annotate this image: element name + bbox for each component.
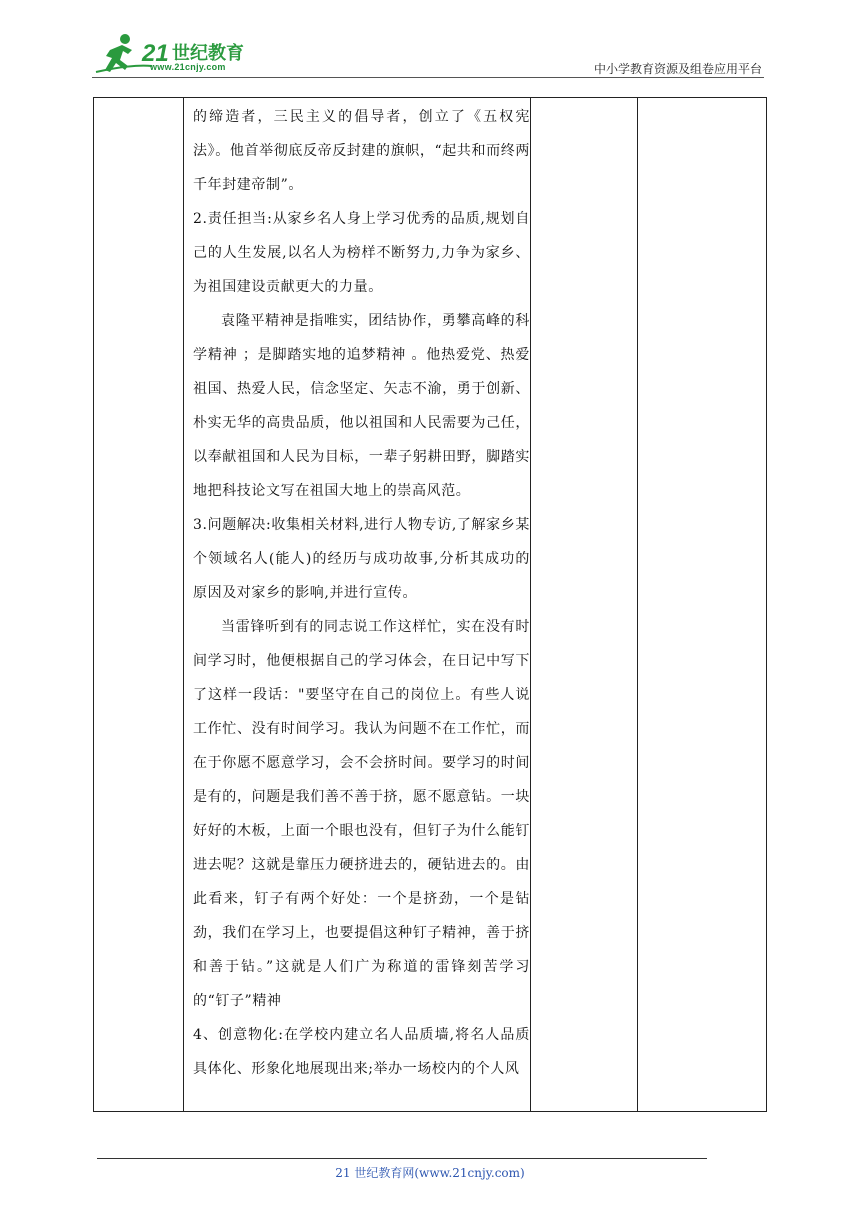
paragraph-sun-yatsen: 的缔造者，三民主义的倡导者，创立了《五权宪法》。他首举彻底反帝反封建的旗帜，“起共和而终两千年封建帝制”。 <box>193 109 530 193</box>
content-table <box>93 97 767 1112</box>
footer-divider <box>97 1158 707 1159</box>
paragraph-creative: 4、创意物化:在学校内建立名人品质墙,将名人品质具体化、形象化地展现出来;举办一场校内的个人风 <box>193 1027 530 1077</box>
platform-tagline: 中小学教育资源及组卷应用平台 <box>593 62 762 76</box>
paragraph-problem-solving: 3.问题解决:收集相关材料,进行人物专访,了解家乡某个领域名人(能人)的经历与成功故事,分析其成功的原因及对家乡的影响,并进行宣传。 <box>193 517 530 601</box>
activity-content-cell <box>185 98 530 1086</box>
footer-link[interactable]: 21 世纪教育网(www.21cnjy.com) <box>335 1166 525 1180</box>
paragraph-responsibility: 2.责任担当:从家乡名人身上学习优秀的品质,规划自己的人生发展,以名人为榜样不断努力,力争为家乡、为祖国建设贡献更大的力量。 <box>193 211 530 295</box>
page-header <box>92 30 762 80</box>
svg-text:世纪教育: 世纪教育 <box>172 43 244 64</box>
column-divider-2 <box>530 98 531 1111</box>
column-divider-3 <box>637 98 638 1111</box>
column-divider-1 <box>183 98 184 1111</box>
svg-text:21: 21 <box>142 40 169 67</box>
header-divider <box>92 77 764 78</box>
site-logo[interactable] <box>92 30 267 78</box>
logo-url: www.21cnjy.com <box>150 62 226 72</box>
paragraph-yuan-longping: 袁隆平精神是指唯实，团结协作，勇攀高峰的科学精神 ；是脚踏实地的追梦精神 。他热爱党、热爱祖国、热爱人民，信念坚定、矢志不渝，勇于创新、朴实无华的高贵品质，他以祖国和人民需要为己任，以奉献祖国和人民为目标，一辈子躬耕田野，脚踏实地把科技论文写在祖国大地上的崇高风范。 <box>193 313 530 499</box>
paragraph-lei-feng: 当雷锋听到有的同志说工作这样忙，实在没有时间学习时，他便根据自己的学习体会，在日记中写下了这样一段话："要坚守在自己的岗位上。有些人说工作忙、没有时间学习。我认为问题不在工作忙，而在于你愿不愿意学习，会不会挤时间。要学习的时间是有的，问题是我们善不善于挤，愿不愿意钻。一块好好的木板，上面一个眼也没有，但钉子为什么能钉进去呢？这就是靠压力硬挤进去的，硬钻进去的。由此看来，钉子有两个好处：一个是挤劲，一个是钻劲，我们在学习上，也要提倡这种钉子精神，善于挤和善于钻。”这就是人们广为称道的雷锋刻苦学习的“钉子”精神 <box>193 619 530 1009</box>
